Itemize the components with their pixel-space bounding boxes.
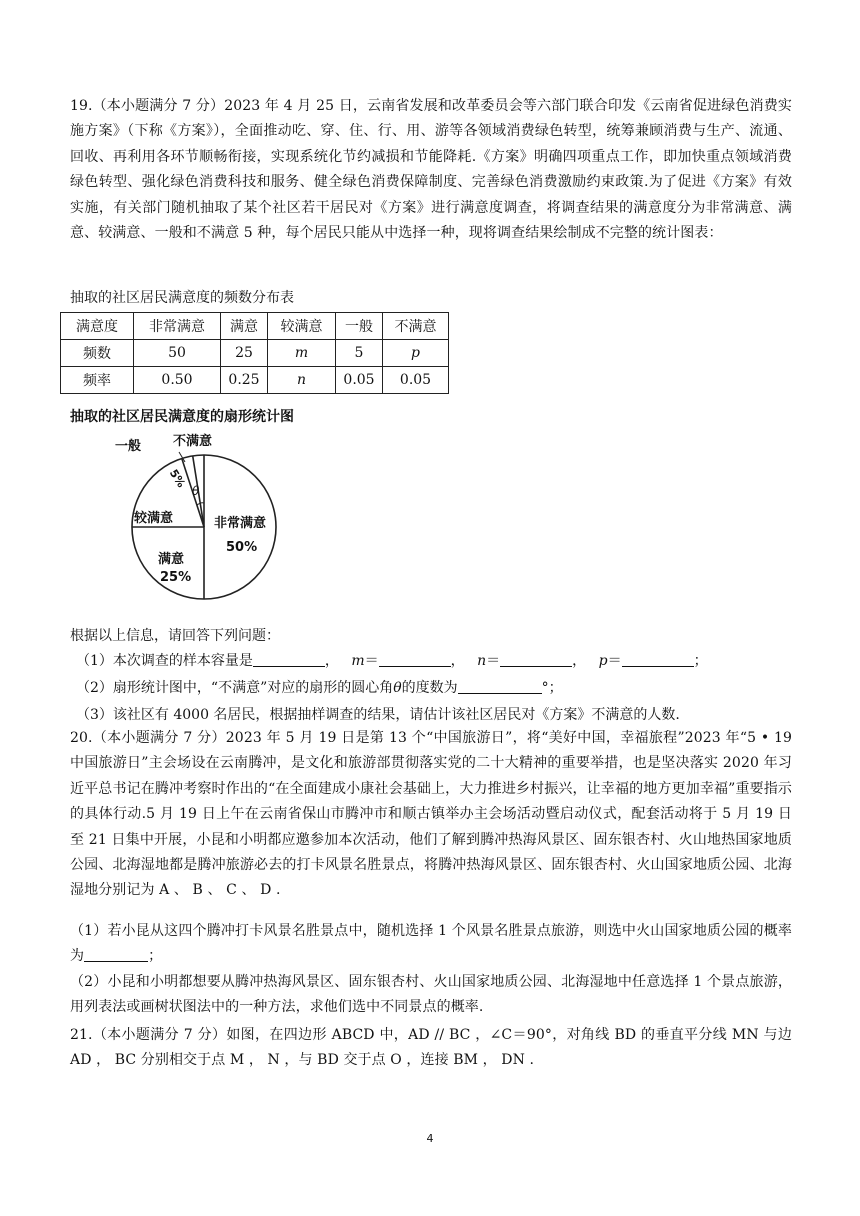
- pie-label-very-satisfied: 非常满意: [214, 516, 267, 531]
- question-19-text: 19.（本小题满分 7 分）2023 年 4 月 25 日，云南省发展和改革委员会等六部门联合印发《云南省促进绿色消费实施方案》（下称《方案》），全面推动吃、穿、住、行、用、游等各领域消费绿色转型，统筹兼顾消费与生产、流通、回收、再利用各环节顺畅衔接，实现系统化节约减损和节能降耗.《方案》明确四项重点工作，即加快重点领域消费绿色转型、强化绿色消费科技和服务、健全绿色消费保障制度、完善绿色消费激励约束政策.为了促进《方案》有效实施，有关部门随机抽取了某个社区若干居民对《方案》进行满意度调查，将调查结果的满意度分为非常满意、满意、较满意、一般和不满意 5 种，每个居民只能从中选择一种，现将调查结果绘制成不完整的统计图表：: [70, 98, 792, 242]
- table-cell: 频数: [61, 340, 134, 367]
- equals-sign: ＝: [364, 653, 379, 669]
- instruction-line: 根据以上信息，请回答下列问题：: [70, 628, 280, 644]
- question-21-text: 21.（本小题满分 7 分）如图，在四边形 ABCD 中，AD // BC ，∠C＝90°，对角线 BD 的垂直平分线 MN 与边 AD ， BC 分别相交于点 M ， N ，与 BD 交于点 O ，连接 BM ， DN .: [70, 1027, 792, 1069]
- question-20-text: 20.（本小题满分 7 分）2023 年 5 月 19 日是第 13 个“中国旅游日”，将“美好中国，幸福旅程”2023 年“5 • 19 中国旅游日”主会场设在云南腾冲，是文化和旅游部贯彻落实党的二十大精神的重要举措，也是坚决落实 2020 年习近平总书记在腾冲考察时作出的“在全面建成小康社会基础上，大力推进乡村振兴，让幸福的地方更加幸福”重要指示的具体行动.5 月 19 日上午在云南省保山市腾冲市和顺古镇举办主会场活动暨启动仪式，配套活动将于 5 月 19 日至 21 日集中开展，小昆和小明都应邀参加本次活动，他们了解到腾冲热海风景区、固东银杏村、火山地热国家地质公园、北海湿地都是腾冲旅游必去的打卡风景名胜景点，将腾冲热海风景区、固东银杏村、火山国家地质公园、北海湿地分别记为 A 、 B 、 C 、 D .: [70, 730, 792, 899]
- table-cell: 50: [134, 340, 221, 367]
- table-cell: 一般: [336, 313, 383, 340]
- table-row: [61, 340, 449, 367]
- pie-label-very-satisfied-pct: 50%: [226, 540, 258, 555]
- table-cell: 0.05: [336, 367, 383, 394]
- equals-sign: ＝: [607, 653, 622, 669]
- answer-blank[interactable]: [500, 651, 572, 667]
- table-cell: m: [268, 340, 336, 367]
- variable-m: m: [351, 653, 365, 669]
- part-2-prompt: （2）扇形统计图中，“不满意”对应的扇形的圆心角: [76, 680, 394, 696]
- line-end: ；: [148, 948, 163, 965]
- table-cell: n: [268, 367, 336, 394]
- pie-label-general-pct: 5%: [166, 467, 188, 490]
- table-cell: 5: [336, 340, 383, 367]
- table-cell: 不满意: [383, 313, 449, 340]
- table-row: [61, 367, 449, 394]
- pie-chart-figure: [70, 404, 310, 626]
- variable-theta: θ: [393, 680, 402, 696]
- line-end: ；: [693, 653, 708, 669]
- table-cell: 0.25: [221, 367, 268, 394]
- separator: ，: [450, 653, 465, 669]
- pie-label-fair: 较满意: [134, 511, 174, 526]
- frequency-table: [60, 312, 449, 394]
- answer-blank[interactable]: [84, 946, 148, 962]
- question-19-part-2: [76, 676, 798, 700]
- answer-blank[interactable]: [253, 651, 325, 667]
- table-cell: 0.50: [134, 367, 221, 394]
- table-cell: 0.05: [383, 367, 449, 394]
- table-cell: 非常满意: [134, 313, 221, 340]
- table-cell: 25: [221, 340, 268, 367]
- frequency-table-caption: 抽取的社区居民满意度的频数分布表: [70, 290, 294, 306]
- pie-label-general: 一般: [115, 439, 142, 454]
- variable-n: n: [477, 653, 487, 669]
- part-1-prompt: （1）本次调查的样本容量是: [76, 653, 253, 669]
- answer-blank[interactable]: [458, 678, 542, 694]
- separator: ，: [572, 653, 587, 669]
- table-cell: 满意: [221, 313, 268, 340]
- answer-blank[interactable]: [379, 651, 451, 667]
- question-20-part-1: [70, 919, 792, 970]
- question-19-part-3: （3）该社区有 4000 名居民，根据抽样调查的结果，请估计该社区居民对《方案》不满意的人数.: [76, 707, 680, 723]
- pie-label-satisfied: 满意: [158, 552, 185, 567]
- line-end: °；: [541, 680, 563, 696]
- separator: ，: [324, 653, 339, 669]
- variable-p: p: [598, 653, 608, 669]
- pie-label-theta: θ: [192, 484, 200, 498]
- pie-label-unsatisfied: 不满意: [173, 434, 213, 449]
- pie-chart-title: 抽取的社区居民满意度的扇形统计图: [70, 409, 294, 425]
- part-1-prompt: （1）若小昆从这四个腾冲打卡风景名胜景点中，随机选择 1 个风景名胜景点旅游，则选中火山国家地质公园的概率为: [70, 923, 792, 965]
- table-cell: 频率: [61, 367, 134, 394]
- pie-label-satisfied-pct: 25%: [160, 570, 192, 585]
- table-cell: p: [383, 340, 449, 367]
- page-number: 4: [426, 1132, 434, 1145]
- table-header-row: [61, 313, 449, 340]
- table-cell: 较满意: [268, 313, 336, 340]
- table-cell: 满意度: [61, 313, 134, 340]
- part-2-mid: 的度数为: [401, 680, 458, 696]
- question-19-part-1: [76, 649, 798, 673]
- answer-blank[interactable]: [622, 651, 694, 667]
- question-20-part-2: （2）小昆和小明都想要从腾冲热海风景区、固东银杏村、火山国家地质公园、北海湿地中任意选择 1 个景点旅游，用列表法或画树状图法中的一种方法，求他们选中不同景点的概率.: [70, 974, 792, 1016]
- equals-sign: ＝: [486, 653, 501, 669]
